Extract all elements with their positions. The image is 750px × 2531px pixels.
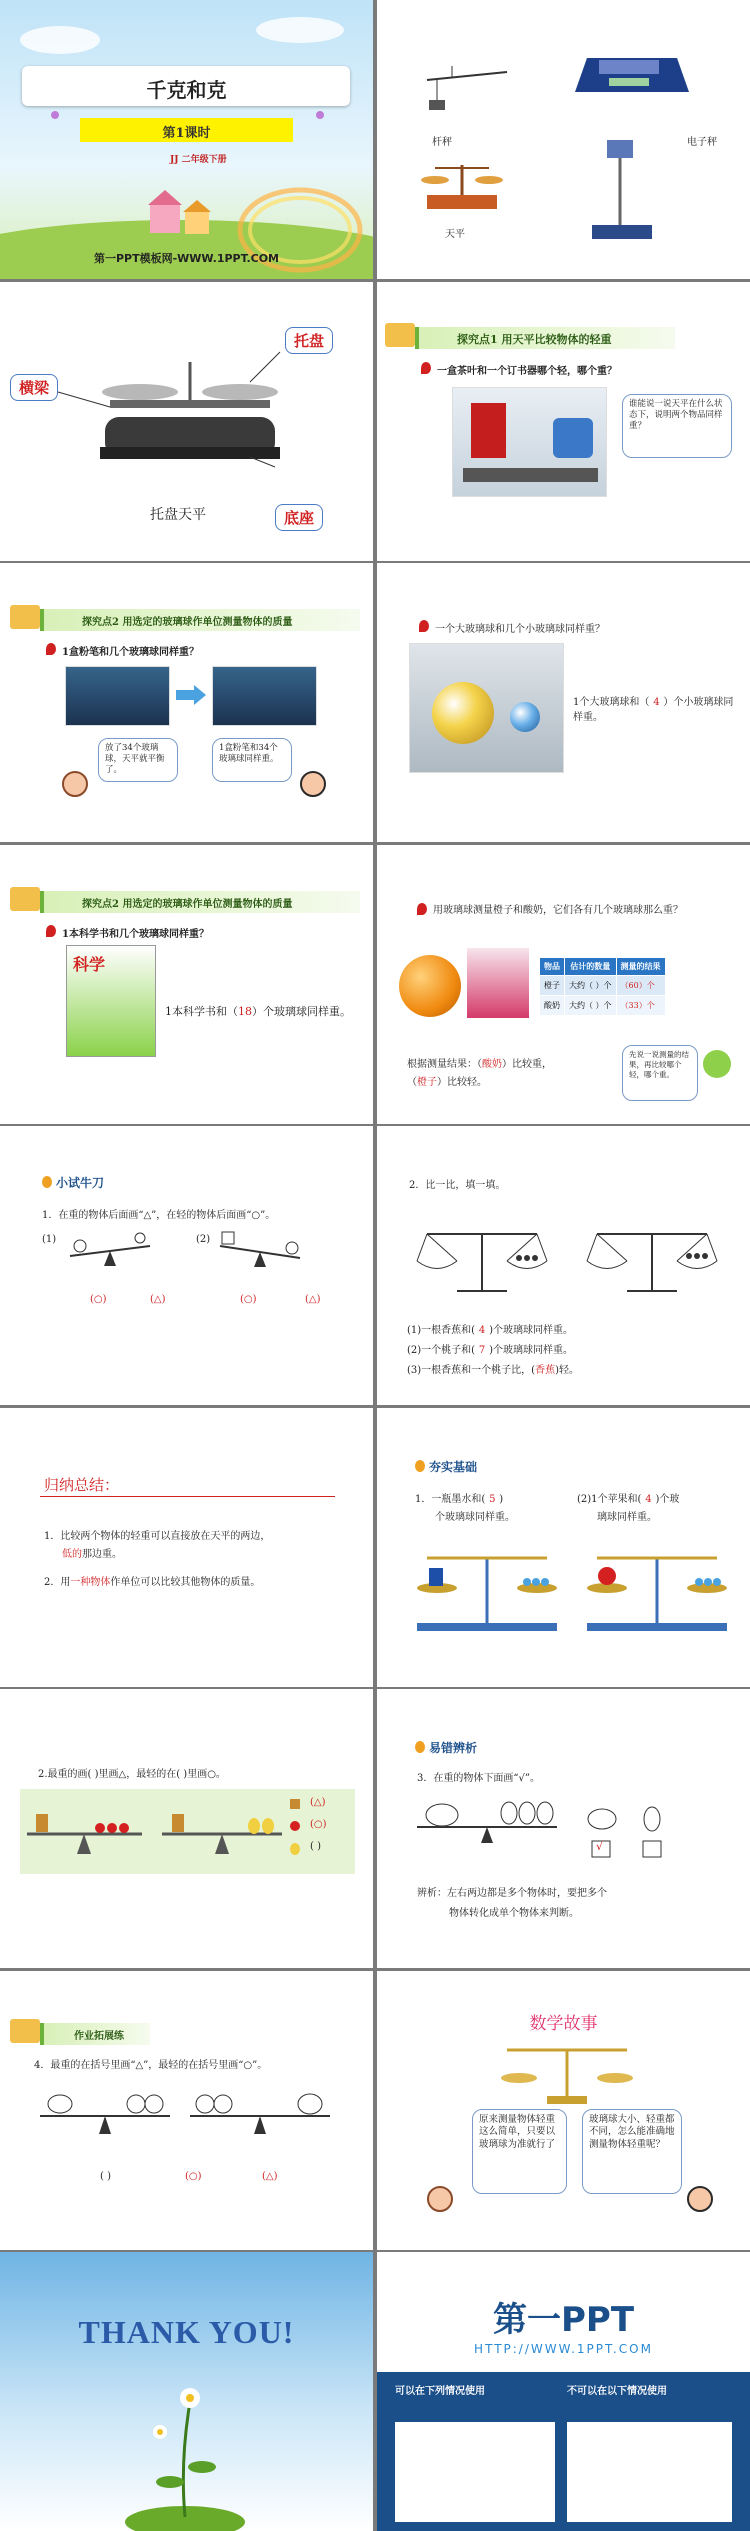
answer-text: 1本科学书和（18）个玻璃球同样重。 xyxy=(165,1005,351,1018)
pin-icon xyxy=(421,362,431,374)
fill-line-2: (2)一个桃子和( 7 )个玻璃球同样重。 xyxy=(407,1345,573,1356)
thank-you-text: THANK YOU! xyxy=(78,2314,295,2350)
q1-line-1: 1．一瓶墨水和( 5 ) xyxy=(415,1494,504,1505)
book-icon xyxy=(10,2019,40,2043)
yogurt-photo xyxy=(467,948,529,1018)
instruction: 3．在重的物体下面画“√”。 xyxy=(417,1773,540,1784)
answer-mark: (△) xyxy=(310,1797,326,1808)
homework-balances xyxy=(40,2076,360,2151)
table-header: 测量的结果 xyxy=(616,958,665,976)
section-title: 探究点2 用选定的玻璃球作单位测量物体的质量 xyxy=(82,899,293,910)
stapler xyxy=(553,418,593,458)
section-title: 作业拓展练 xyxy=(74,2031,124,2042)
medal-icon xyxy=(42,1176,52,1188)
book-icon xyxy=(385,323,415,347)
pin-icon xyxy=(417,903,427,915)
child-avatar-right xyxy=(300,771,326,797)
science-book-cover xyxy=(66,945,156,1057)
answer-mark: ( ) xyxy=(100,2171,111,2182)
conclusion-line-1: 根据测量结果：（酸奶）比较重， xyxy=(407,1059,552,1070)
summary-item-2: 2．用一种物体作单位可以比较其他物体的质量。 xyxy=(44,1577,261,1588)
arrow-right-icon xyxy=(176,685,206,705)
bubble-right: 玻璃球大小、轻重都不同，怎么能准确地测量物体轻重呢？ xyxy=(582,2109,682,2194)
frog-icon xyxy=(703,1050,731,1078)
explain-line-2: 物体转化成单个物体来判断。 xyxy=(449,1908,579,1919)
instruction: 2.最重的画( )里画△，最轻的在( )里画○。 xyxy=(38,1769,226,1780)
check-mark: √ xyxy=(596,1840,604,1853)
slide-mistakes xyxy=(377,1689,750,1968)
section-title: 小试牛刀 xyxy=(56,1176,105,1190)
answer-mark: (○) xyxy=(185,2171,202,2182)
marbles-photo xyxy=(409,643,564,773)
conclusion-line-2: （橙子）比较轻。 xyxy=(407,1077,487,1088)
question: 一盒茶叶和一个订书器哪个轻，哪个重？ xyxy=(437,366,617,377)
q1-line-2: 个玻璃球同样重。 xyxy=(435,1512,515,1523)
watermelon-balance xyxy=(417,1789,717,1869)
instruction: 4．最重的在括号里画“△”，最轻的在括号里画“○”。 xyxy=(34,2060,268,2071)
child-avatar-right xyxy=(687,2186,713,2212)
slide-basics xyxy=(377,1408,750,1687)
section-title: 探究点2 用选定的玻璃球作单位测量物体的质量 xyxy=(82,617,293,628)
slide-practice-1 xyxy=(0,1126,373,1405)
section-title: 探究点1 用天平比较物体的轻重 xyxy=(457,333,612,346)
brand-url[interactable]: HTTP://WWW.1PPT.COM xyxy=(474,2342,653,2356)
steelyard-icon xyxy=(427,72,507,80)
answer-mark: (○) xyxy=(240,1294,257,1305)
footer-url: 第一PPT模板网-WWW.1PPT.COM xyxy=(93,252,280,265)
measure-table xyxy=(539,957,666,1016)
q2-line-1: (2)1个苹果和( 4 )个玻 xyxy=(577,1494,680,1505)
slide-title xyxy=(0,0,373,279)
basics-balances xyxy=(397,1528,737,1638)
slide-balance-parts xyxy=(0,282,373,561)
label-tray: 托盘 xyxy=(285,327,333,354)
pear-icon xyxy=(290,1843,300,1855)
slide-science-book xyxy=(0,845,373,1124)
links-list-left xyxy=(395,2422,555,2522)
balance-drawings xyxy=(397,1206,737,1306)
small-marble xyxy=(510,702,540,732)
child-avatar-left xyxy=(427,2186,453,2212)
slide-compare-fill xyxy=(377,1126,750,1405)
book-icon xyxy=(10,605,40,629)
slide-heaviest xyxy=(0,1689,373,1968)
summary-item-1: 1．比较两个物体的轻重可以直接放在天平的两边， 低的那边重。 xyxy=(44,1531,271,1560)
label-electronic-scale: 电子秤 xyxy=(687,137,717,148)
section-bar xyxy=(40,2023,150,2045)
platform-scale-icon xyxy=(607,140,633,158)
slide-explore-1 xyxy=(377,282,750,561)
answer-mark: (○) xyxy=(90,1294,107,1305)
bubble-left: 放了34个玻璃球，天平就平衡了。 xyxy=(98,738,178,782)
story-balance xyxy=(497,2036,637,2106)
question: 1本科学书和几个玻璃球同样重？ xyxy=(62,929,209,940)
book-title: 科学 xyxy=(73,955,106,974)
apple-icon xyxy=(290,1821,300,1831)
answer-mark: (△) xyxy=(150,1294,166,1305)
pin-icon xyxy=(46,925,56,937)
lesson-label: 第1课时 xyxy=(162,126,211,141)
item-label-1: (1) xyxy=(42,1234,57,1245)
links-list-right xyxy=(567,2422,732,2522)
slide-math-story xyxy=(377,1971,750,2250)
tea-box xyxy=(471,403,506,458)
balance-name: 托盘天平 xyxy=(150,507,206,523)
q2-line-2: 璃球同样重。 xyxy=(597,1512,657,1523)
seesaw-drawings xyxy=(60,1226,360,1296)
answer-mark: (△) xyxy=(305,1294,321,1305)
question: 用玻璃球测量橙子和酸奶，它们各有几个玻璃球那么重？ xyxy=(433,905,683,916)
question: 一个大玻璃球和几个小玻璃球同样重？ xyxy=(435,624,605,635)
pineapple-icon xyxy=(290,1799,300,1809)
fill-line-3: (3)一根香蕉和一个桃子比，(香蕉)轻。 xyxy=(407,1365,579,1376)
page-title: 千克和克 xyxy=(146,78,227,102)
section-bar xyxy=(40,609,360,631)
pin-icon xyxy=(419,620,429,632)
balance-icon xyxy=(427,195,497,209)
label-base: 底座 xyxy=(275,504,323,531)
slide-scale-types xyxy=(377,0,750,279)
brand-logo: 第一PPT xyxy=(492,2300,635,2340)
section-title: 夯实基础 xyxy=(429,1460,478,1474)
book-icon xyxy=(10,887,40,911)
slide-orange-yogurt xyxy=(377,845,750,1124)
answer-mark: (△) xyxy=(262,2171,278,2182)
item-label-2: (2) xyxy=(196,1234,211,1245)
slide-explore-2-chalk xyxy=(0,563,373,842)
slide-thank-you xyxy=(0,2252,373,2531)
flower-plant-art xyxy=(120,2362,250,2531)
section-title: 易错辨析 xyxy=(429,1741,478,1755)
slide-brand xyxy=(377,2252,750,2531)
slide-summary xyxy=(0,1408,373,1687)
section-bar xyxy=(415,327,675,349)
answer-mark: (○) xyxy=(310,1819,327,1830)
answer-mark: ( ) xyxy=(310,1841,321,1852)
grade-label: JJ 二年级下册 xyxy=(170,155,227,165)
section-bar xyxy=(40,891,360,913)
child-avatar-left xyxy=(62,771,88,797)
fill-line-1: (1)一根香蕉和( 4 )个玻璃球同样重。 xyxy=(407,1325,573,1336)
story-title: 数学故事 xyxy=(529,2014,598,2034)
instruction: 1．在重的物体后面画“△”，在轻的物体后面画“○”。 xyxy=(42,1210,276,1221)
pin-icon xyxy=(46,643,56,655)
orange-photo xyxy=(399,955,461,1017)
big-marble xyxy=(432,682,494,744)
photo-after xyxy=(212,666,317,726)
table-row: 橙子 大约（ ）个 （60）个 xyxy=(540,976,666,996)
fruit-balances xyxy=(22,1794,292,1869)
explain-line-1: 辨析：左右两边都是多个物体时，要把多个 xyxy=(417,1888,607,1899)
instruction: 2．比一比，填一填。 xyxy=(409,1180,506,1191)
label-steelyard: 杆秤 xyxy=(432,137,452,148)
table-header: 估计的数量 xyxy=(565,958,617,976)
hint-bubble: 先说一说测量的结果，再比较哪个轻，哪个重。 xyxy=(622,1045,698,1101)
can-use-title: 可以在下列情况使用 xyxy=(395,2386,485,2397)
divider xyxy=(40,1496,335,1497)
balance-photo xyxy=(452,387,607,497)
answer-text: 1个大玻璃球和（ 4 ）个小玻璃球同样重。 xyxy=(573,697,734,723)
slide-homework xyxy=(0,1971,373,2250)
label-beam: 横梁 xyxy=(10,374,58,401)
table-header: 物品 xyxy=(540,958,565,976)
info-panel xyxy=(377,2372,750,2531)
summary-title: 归纳总结： xyxy=(44,1476,120,1494)
photo-before xyxy=(65,666,170,726)
label-balance: 天平 xyxy=(445,229,465,240)
hint-bubble: 谁能说一说天平在什么状态下，说明两个物品同样重？ xyxy=(622,394,732,458)
medal-icon xyxy=(415,1741,425,1753)
medal-icon xyxy=(415,1460,425,1472)
question: 1盒粉笔和几个玻璃球同样重？ xyxy=(62,647,199,658)
slide-marbles xyxy=(377,563,750,842)
table-row: 酸奶 大约（ ）个 （33）个 xyxy=(540,996,666,1016)
bubble-right: 1盒粉笔和34个玻璃球同样重。 xyxy=(212,738,292,782)
cannot-use-title: 不可以在以下情况使用 xyxy=(567,2386,667,2397)
bubble-left: 原来测量物体轻重这么简单，只要以玻璃球为准就行了 xyxy=(472,2109,567,2194)
